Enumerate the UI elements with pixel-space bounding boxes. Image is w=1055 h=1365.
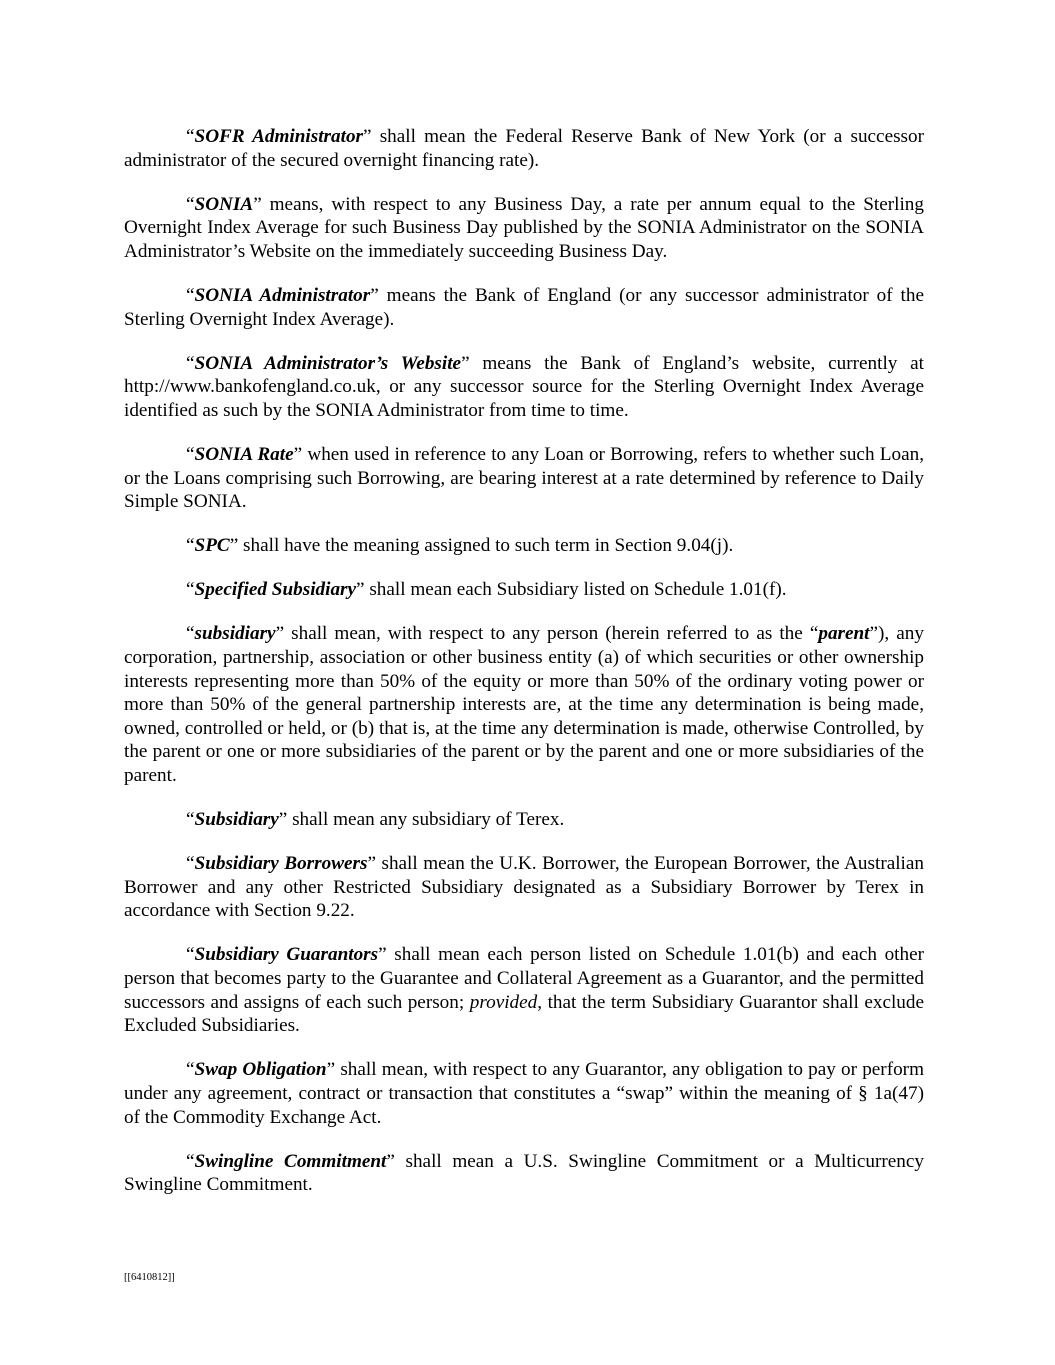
defined-term: SONIA Administrator (194, 284, 371, 306)
definition-text-continued: ”), any corporation, partnership, association or other business entity (a) of which securities or other ownership interests representing more than 50% of the equity or more than 50% of the ordinary voting power or more than 50% of the general partnership interests are, at the time any determination is being made, owned, controlled or held, or (b) that is, at the time any determination is made, otherwise Controlled, by the parent or one or more subsidiaries of the parent or by the parent and one or more subsidiaries of the parent. (124, 623, 924, 786)
defined-term: subsidiary (194, 623, 276, 645)
open-quote: “ (186, 126, 195, 147)
definition-sonia-administrators-website (124, 352, 924, 423)
definition-sonia (124, 193, 924, 264)
definition-text: ” shall have the meaning assigned to such term in Section 9.04(j). (229, 535, 734, 557)
defined-term: Specified Subsidiary (194, 579, 357, 601)
open-quote: “ (186, 853, 195, 875)
definition-specified-subsidiary (124, 578, 924, 602)
definition-text: ” shall mean the U.K. Borrower, the European Borrower, the Australian Borrower and any other Restricted Subsidiary designated as a Subsidiary Borrower by Terex in accordance with Section 9.22. (124, 853, 924, 922)
italic-word: provided (469, 991, 538, 1013)
open-quote: “ (186, 944, 195, 966)
defined-term: SONIA (194, 193, 254, 215)
open-quote: “ (186, 352, 195, 374)
document-id-footer: [[6410812]] (124, 1272, 175, 1283)
defined-term: Subsidiary Borrowers (194, 853, 368, 875)
definition-sofr-administrator (124, 125, 924, 172)
definition-subsidiary-guarantors (124, 943, 924, 1037)
open-quote: “ (186, 809, 195, 831)
definition-text: ” means, with respect to any Business Day, a rate per annum equal to the Sterling Overnight Index Average for such Business Day published by the SONIA Administrator on the SONIA Administrator’s Website on the immediately succeeding Business Day. (124, 193, 924, 262)
definition-swingline-commitment (124, 1150, 924, 1197)
open-quote: “ (186, 579, 195, 601)
definition-text-continued: , that the term Subsidiary Guarantor shall exclude Excluded Subsidiaries. (124, 991, 925, 1037)
inner-defined-term: parent (818, 623, 870, 645)
defined-term: SPC (194, 535, 230, 557)
definition-text: ” shall mean the Federal Reserve Bank of New York (or a successor administrator of the secured overnight financing rate). (124, 126, 925, 171)
definition-text: ” shall mean any subsidiary of Terex. (278, 809, 565, 831)
definition-spc (124, 534, 924, 558)
definition-text: ” shall mean a U.S. Swingline Commitment or a Multicurrency Swingline Commitment. (124, 1150, 924, 1196)
definition-subsidiary (124, 808, 924, 832)
definition-text: ” shall mean, with respect to any person (herein referred to as the “ (275, 623, 819, 645)
definition-text: ” when used in reference to any Loan or Borrowing, refers to whether such Loan, or the Loans comprising such Borrowing, are bearing interest at a rate determined by reference to Daily Simple SONIA. (124, 443, 924, 513)
document-body (124, 125, 924, 1217)
definition-sonia-rate (124, 443, 924, 514)
definition-swap-obligation (124, 1058, 924, 1129)
defined-term: SONIA Rate (194, 443, 294, 465)
definition-text: ” means the Bank of England’s website, currently at http://www.bankofengland.co.uk, or any successor source for the Sterling Overnight Index Average identified as such by the SONIA Administrator from time to time. (124, 352, 924, 421)
defined-term: Swingline Commitment (194, 1150, 387, 1172)
definition-subsidiary-borrowers (124, 852, 924, 923)
open-quote: “ (186, 1150, 195, 1172)
open-quote: “ (186, 443, 195, 465)
defined-term: Subsidiary (194, 809, 279, 831)
open-quote: “ (186, 284, 195, 306)
definition-text: ” means the Bank of England (or any successor administrator of the Sterling Overnight Index Average). (124, 284, 925, 330)
open-quote: “ (186, 623, 195, 645)
definition-text: ” shall mean each Subsidiary listed on Schedule 1.01(f). (356, 579, 787, 601)
open-quote: “ (186, 1059, 195, 1081)
defined-term: Swap Obligation (194, 1059, 327, 1081)
definition-sonia-administrator (124, 284, 924, 331)
definition-text: ” shall mean each person listed on Schedule 1.01(b) and each other person that becomes party to the Guarantee and Collateral Agreement as a Guarantor, and the permitted successors and assigns of each such person; (124, 944, 925, 1013)
defined-term: SONIA Administrator’s Website (194, 352, 462, 374)
defined-term: Subsidiary Guarantors (194, 944, 379, 966)
open-quote: “ (186, 535, 195, 557)
definition-subsidiary-lowercase (124, 622, 924, 787)
definition-text: ” shall mean, with respect to any Guarantor, any obligation to pay or perform under any agreement, contract or transaction that constitutes a “swap” within the meaning of § 1a(47) of the Commodity Exchange Act. (124, 1059, 924, 1128)
open-quote: “ (186, 193, 195, 215)
defined-term: SOFR Administrator (194, 126, 364, 147)
